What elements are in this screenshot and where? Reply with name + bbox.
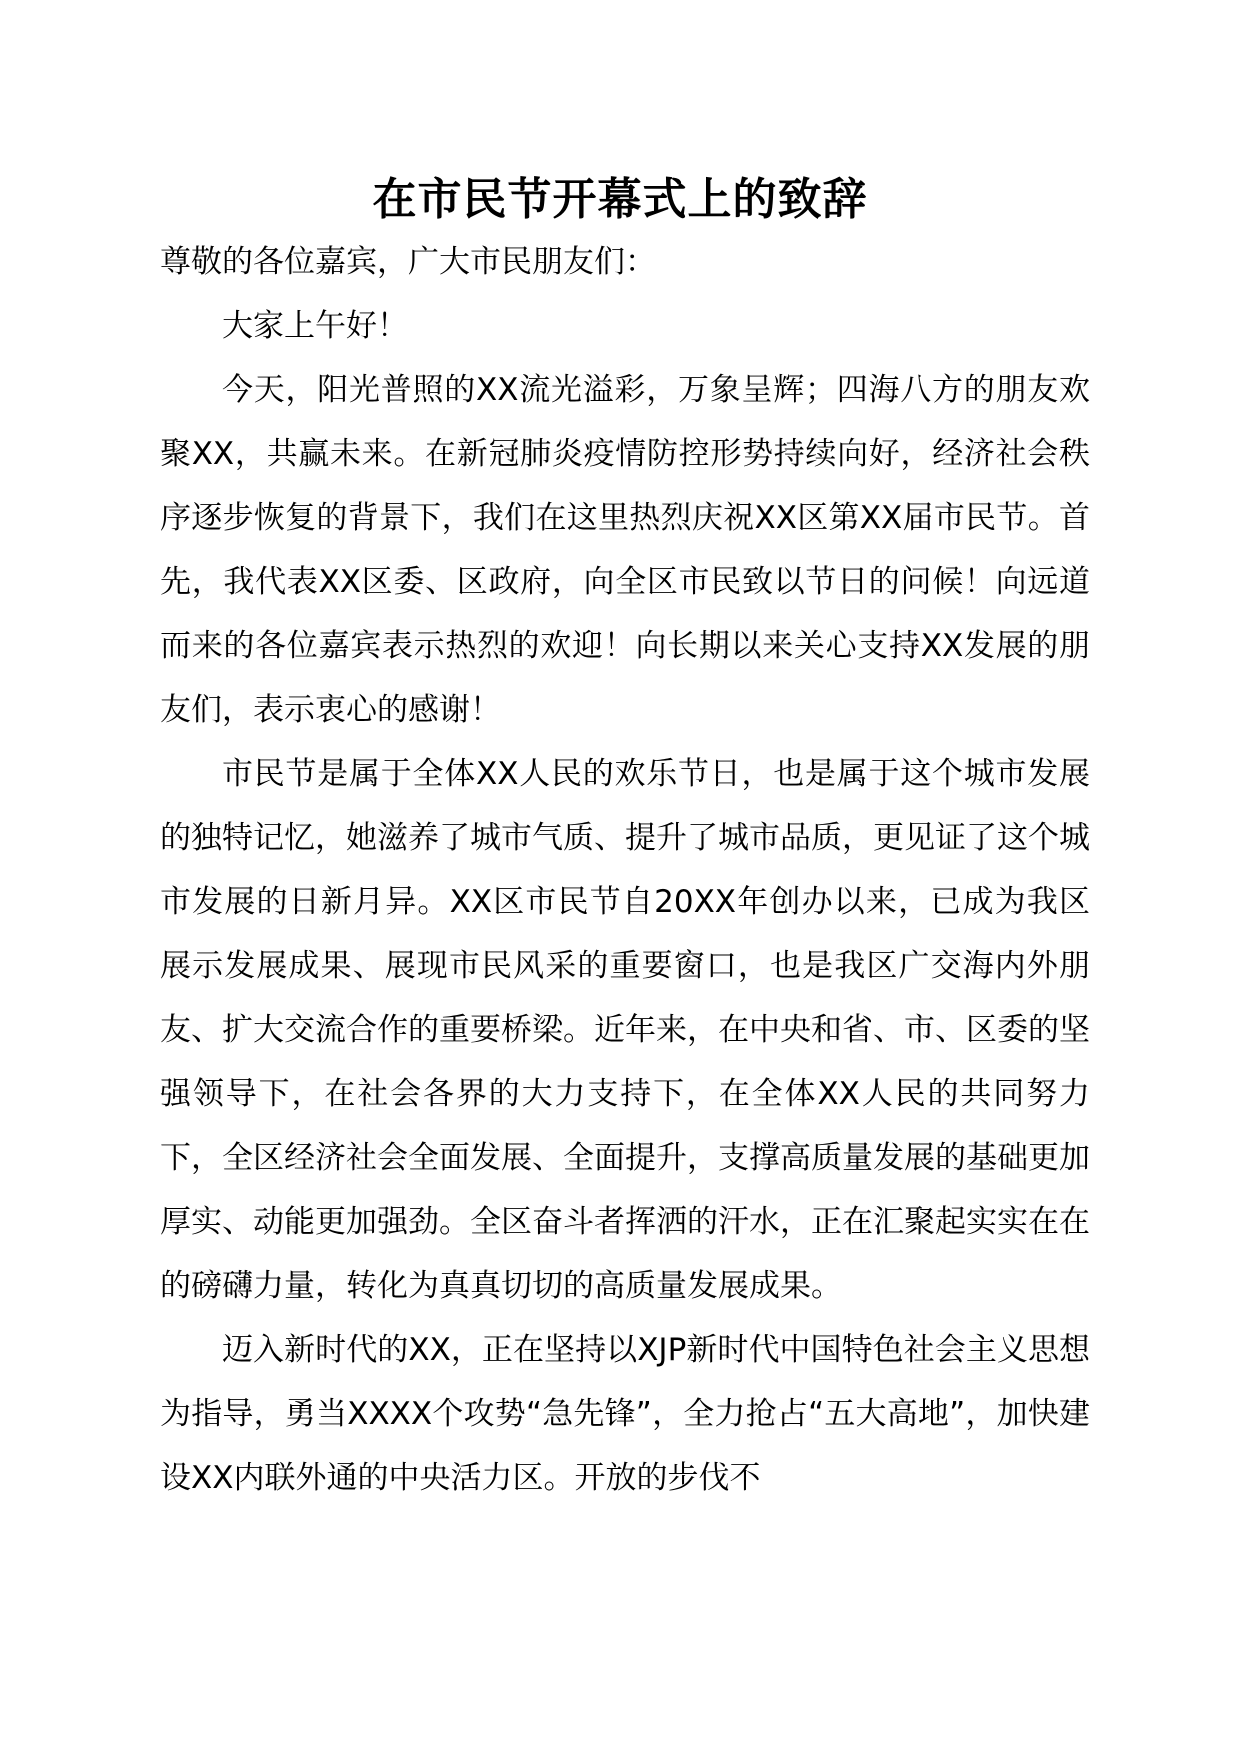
paragraph-new-era: 迈入新时代的XX，正在坚持以XJP新时代中国特色社会主义思想为指导，勇当XXXX个攻势“急先锋”，全力抢占“五大高地”，加快建设XX内联外通的中央活力区。开放的步伐不 [160, 1332, 1090, 1496]
document-title: 在市民节开幕式上的致辞 [372, 174, 868, 225]
paragraph-opening: 今天，阳光普照的XX流光溢彩，万象呈辉；四海八方的朋友欢聚XX，共赢未来。在新冠肺炎疫情防控形势持续向好，经济社会秩序逐步恢复的背景下，我们在这里热烈庆祝XX区第XX届市民节。首先，我代表XX区委、区政府，向全区市民致以节日的问候！向远道而来的各位嘉宾表示热烈的欢迎！向长期以来关心支持XX发展的朋友们，表示衷心的感谢！ [160, 372, 1090, 728]
salutation: 尊敬的各位嘉宾，广大市民朋友们： [160, 244, 656, 280]
document-body [160, 230, 1090, 1510]
paragraph-festival: 市民节是属于全体XX人民的欢乐节日，也是属于这个城市发展的独特记忆，她滋养了城市气质、提升了城市品质，更见证了这个城市发展的日新月异。XX区市民节自20XX年创办以来，已成为我区展示发展成果、展现市民风采的重要窗口，也是我区广交海内外朋友、扩大交流合作的重要桥梁。近年来，在中央和省、市、区委的坚强领导下，在社会各界的大力支持下，在全体XX人民的共同努力下，全区经济社会全面发展、全面提升，支撑高质量发展的基础更加厚实、动能更加强劲。全区奋斗者挥洒的汗水，正在汇聚起实实在在的磅礴力量，转化为真真切切的高质量发展成果。 [160, 756, 1090, 1304]
greeting: 大家上午好！ [222, 308, 408, 344]
